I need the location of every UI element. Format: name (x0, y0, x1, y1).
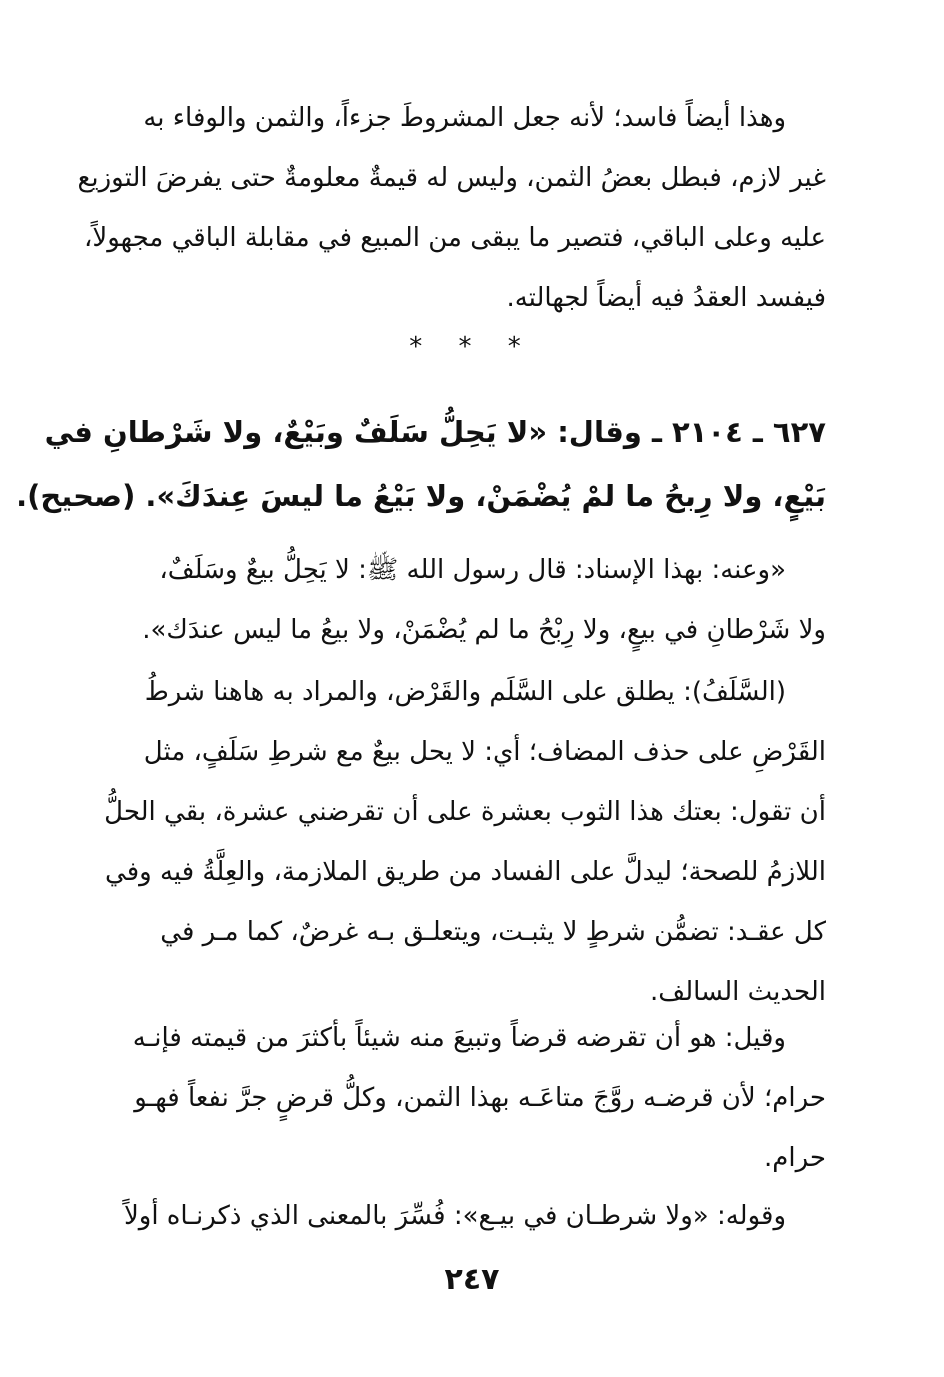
paragraph-explanation (104, 662, 826, 1022)
text-line: اللازمُ للصحة؛ ليدلَّ على الفساد من طريق الملازمة، والعِلَّةُ فيه وفي (105, 857, 826, 887)
paragraph-alternative (112, 1008, 826, 1188)
text-line: «وعنه: بهذا الإسناد: قال رسول الله ﷺ: لا يَحِلُّ بيعٌ وسَلَفٌ، (159, 555, 786, 585)
text-line: حرام؛ لأن قرضـه روَّجَ متاعَـه بهذا الثمن، وكلُّ قرضٍ جرَّ نفعاً فهـو (134, 1083, 826, 1113)
text-line: وقوله: «ولا شرطـان في بيـع»: فُسِّرَ بالمعنى الذي ذكرنـاه أولاً (123, 1201, 786, 1231)
paragraph-quote (112, 1186, 826, 1246)
page-number: ٢٤٧ (444, 1262, 500, 1297)
text-line: كل عقـد: تضمُّن شرطٍ لا يثبـت، ويتعلـق بـه غرضٌ، كما مـر في (160, 917, 826, 947)
text-line: فيفسد العقدُ فيه أيضاً لجهالته. (506, 283, 826, 313)
hadith-text (16, 400, 826, 528)
text-line: الحديث السالف. (650, 977, 826, 1007)
text-line: وقيل: هو أن تقرضه قرضاً وتبيعَ منه شيئاً بأكثرَ من قيمته فإنـه (132, 1023, 786, 1053)
paragraph-narration (112, 540, 826, 660)
paragraph-1 (77, 88, 826, 328)
text-line: أن تقول: بعتك هذا الثوب بعشرة على أن تقرضني عشرة، بقي الحلُّ (104, 797, 826, 827)
text-line: حرام. (763, 1143, 826, 1173)
text-line: القَرْضِ على حذف المضاف؛ أي: لا يحل بيعٌ مع شرطِ سَلَفٍ، مثل (143, 737, 826, 767)
hadith-line: بَيْعٍ، ولا رِبحُ ما لمْ يُضْمَنْ، ولا بَيْعُ ما ليسَ عِندَكَ». (صحيح). (16, 479, 826, 513)
text-line: (السَّلَفُ): يطلق على السَّلَم والقَرْض، والمراد به هاهنا شرطُ (144, 677, 786, 707)
section-separator: * * * (409, 332, 535, 362)
hadith-line: ٦٢٧ ـ ٢١٠٤ ـ وقال: «لا يَحِلُّ سَلَفٌ وبَيْعٌ، ولا شَرْطانِ في (44, 415, 826, 449)
text-line: وهذا أيضاً فاسد؛ لأنه جعل المشروطَ جزءاً، والثمن والوفاء به (143, 103, 786, 133)
text-line: ولا شَرْطانِ في بيعٍ، ولا رِبْحُ ما لم يُضْمَنْ، ولا بيعُ ما ليس عندَك». (142, 615, 826, 645)
text-line: عليه وعلى الباقي، فتصير ما يبقى من المبيع في مقابلة الباقي مجهولاً، (83, 223, 826, 253)
text-line: غير لازم، فبطل بعضُ الثمن، وليس له قيمةٌ معلومةٌ حتى يفرضَ التوزيع (77, 163, 826, 193)
